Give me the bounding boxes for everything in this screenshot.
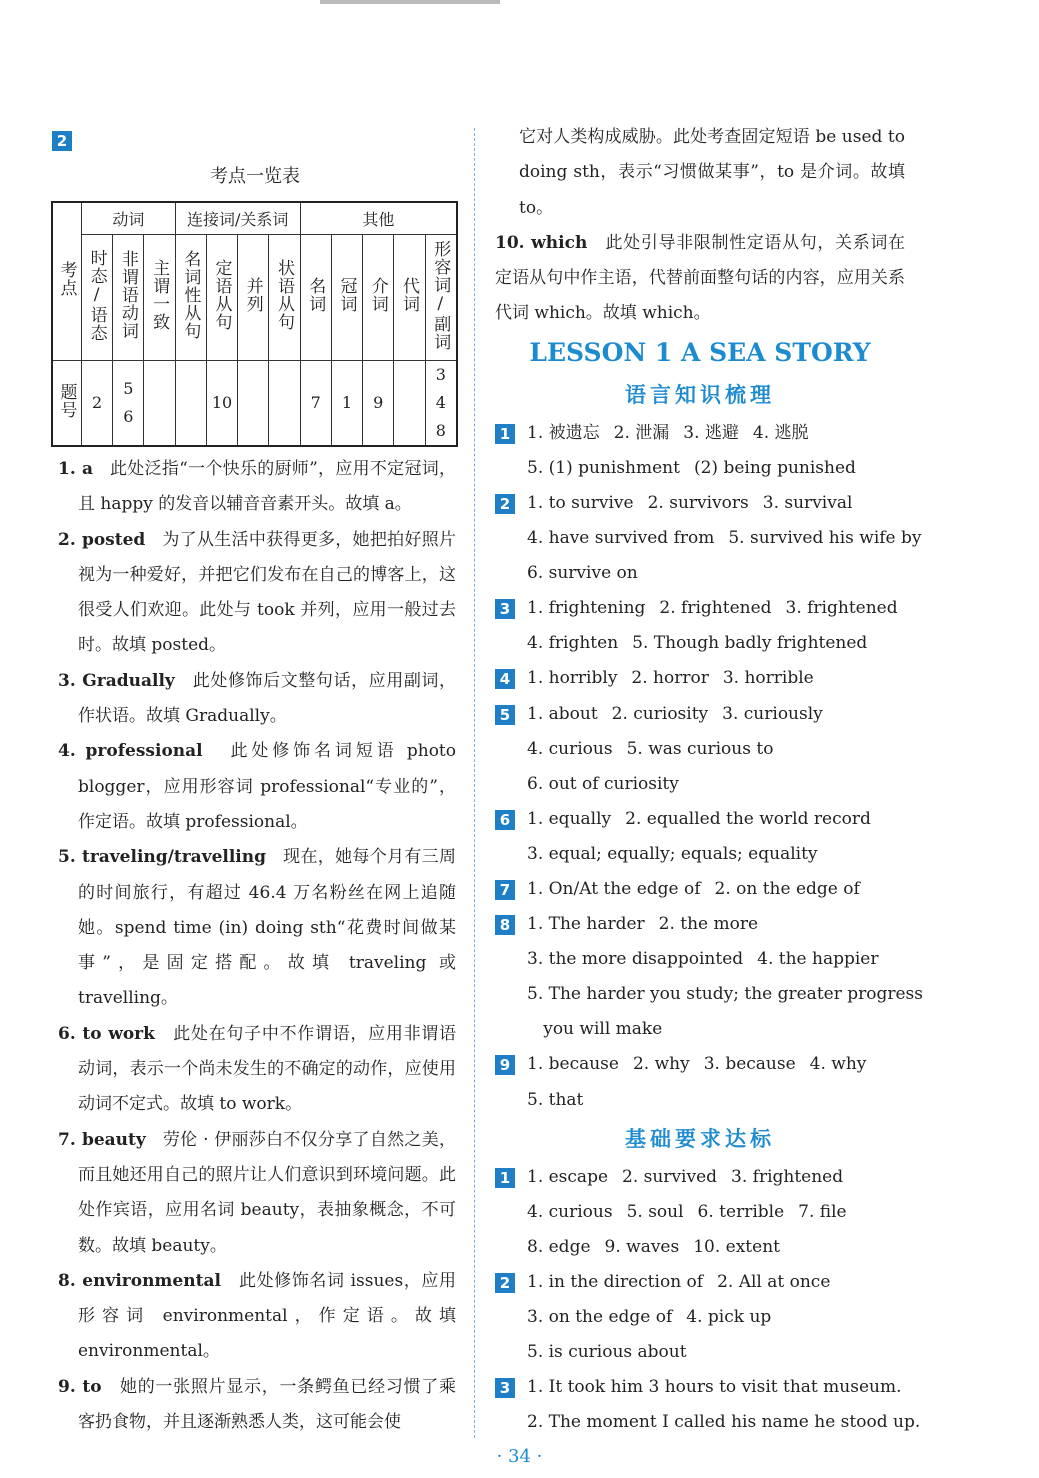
answer-text: 1. It took him 3 hours to visit that museum. xyxy=(527,1377,902,1398)
answer-text: 3. curiously xyxy=(722,703,823,724)
exercise-badge: 1 xyxy=(495,1168,515,1188)
answer-text: 4. frighten xyxy=(527,633,619,654)
answer-text: 5. is curious about xyxy=(527,1342,687,1363)
answer-text: 3. because xyxy=(703,1054,796,1075)
answer-text: 5. was curious to xyxy=(626,738,774,759)
section-heading-basic: 基础要求达标 xyxy=(625,1126,775,1151)
question-number-cell: 7 xyxy=(300,360,331,446)
answer-text: 10. extent xyxy=(693,1236,780,1257)
answer-text: 3. 逃避 xyxy=(683,422,739,443)
answer-text: 1. horribly xyxy=(527,668,618,689)
row-label-cell: 考点 xyxy=(52,202,82,360)
answer-text: 2. survivors xyxy=(647,492,749,513)
section-heading-knowledge: 语言知识梳理 xyxy=(625,382,775,407)
top-edge-bar xyxy=(320,0,500,4)
question-number-cell: 1 xyxy=(331,360,362,446)
answer-line xyxy=(495,837,905,872)
group-verbs: 动词 xyxy=(82,202,176,234)
answer-text: 2. curiosity xyxy=(611,703,709,724)
question-number-cell xyxy=(144,360,175,446)
answer-text: 6. out of curiosity xyxy=(527,773,679,794)
exercise-badge: 9 xyxy=(495,1055,515,1075)
answer-item: 4. professional 此处修饰名词短语 photo blogger，应用形容词 professional“专业的”，作定语。故填 professional。 xyxy=(58,741,457,832)
num-label-cell: 题号 xyxy=(52,360,82,446)
answer-text: (2) being punished xyxy=(693,457,856,478)
column-header: 时态/语态 xyxy=(82,234,113,360)
answer-text: 1. The harder xyxy=(527,914,645,935)
column-header: 名词 xyxy=(300,234,331,360)
answer-line xyxy=(495,1300,905,1335)
column-divider xyxy=(474,128,475,1438)
answer-text: 2. on the edge of xyxy=(714,879,860,899)
exercise-badge: 2 xyxy=(495,494,515,514)
answer-text: 1. to survive xyxy=(527,492,634,513)
section-badge: 2 xyxy=(52,131,72,151)
answer-line xyxy=(495,697,905,732)
key-points-table xyxy=(51,201,458,447)
answer-text: 5. soul xyxy=(626,1201,684,1222)
answer-line xyxy=(495,1047,905,1082)
answer-text: 3. the more disappointed xyxy=(527,949,744,970)
group-others: 其他 xyxy=(300,202,457,234)
question-number-cell: 3 4 8 xyxy=(425,360,457,446)
column-header: 冠词 xyxy=(331,234,362,360)
answer-line xyxy=(495,907,905,942)
column-header: 介词 xyxy=(363,234,394,360)
answer-item: 8. environmental 此处修饰名词 issues，应用形容词 environmental，作定语。故填 environmental。 xyxy=(58,1270,457,1362)
answer-text: 8. edge xyxy=(527,1236,591,1257)
answer-line xyxy=(495,872,905,907)
answer-text: 2. survived xyxy=(622,1166,718,1187)
answer-item: 2. posted 为了从生活中获得更多，她把拍好照片视为一种爱好，并把它们发布在自己的博客上，这很受人们欢迎。此处与 took 并列，应用一般过去时。故填 posted。 xyxy=(58,529,456,656)
exercise-badge: 3 xyxy=(495,599,515,619)
answer-text: 4. 逃脱 xyxy=(752,422,809,443)
exercise-badge: 4 xyxy=(495,669,515,689)
column-header: 主谓一致 xyxy=(144,234,175,360)
column-header: 并列 xyxy=(238,234,269,360)
answer-line xyxy=(495,732,905,767)
answer-text: 3. equal; equally; equals; equality xyxy=(527,843,818,864)
answer-item: 6. to work 此处在句子中不作谓语，应用非谓语动词，表示一个尚未发生的不确定的动作，应使用动词不定式。故填 to work。 xyxy=(58,1023,457,1115)
group-connectives: 连接词/关系词 xyxy=(175,202,300,234)
answer-text: 5. survived his wife by xyxy=(728,528,922,549)
answer-9-continued: 它对人类构成威胁。此处考查固定短语 be used to doing sth，表示“习惯做某事”，to 是介词。故填 to。 xyxy=(519,127,905,218)
question-number-cell: 2 xyxy=(82,360,113,446)
exercise-badge: 7 xyxy=(495,880,515,900)
answer-line xyxy=(495,942,905,977)
answer-text: 6. survive on xyxy=(527,563,638,584)
answer-text: 1. because xyxy=(527,1054,619,1075)
answer-text: 4. curious xyxy=(527,1201,613,1222)
exercise-badge: 3 xyxy=(495,1378,515,1398)
answer-text: 3. horrible xyxy=(722,668,814,689)
question-number-cell: 9 xyxy=(363,360,394,446)
answer-text: 5. The harder you study; the greater progress xyxy=(527,984,924,1005)
answer-text: you will make xyxy=(527,1019,663,1040)
answer-text: 1. about xyxy=(527,703,598,724)
answer-line xyxy=(495,521,922,556)
answer-text: 4. pick up xyxy=(686,1307,772,1328)
exercise-badge: 1 xyxy=(495,424,515,444)
answer-text: 3. frightened xyxy=(731,1166,844,1187)
answer-line xyxy=(495,1405,921,1440)
exercise-badge: 6 xyxy=(495,810,515,830)
column-header: 名词性从句 xyxy=(175,234,206,360)
answer-line xyxy=(495,1335,905,1370)
column-header: 定语从句 xyxy=(206,234,237,360)
answer-line xyxy=(495,626,905,661)
answer-text: 2. the more xyxy=(658,914,759,935)
answer-text: 7. file xyxy=(798,1201,847,1222)
lesson-title: LESSON 1 A SEA STORY xyxy=(529,337,871,367)
answer-text: 2. horror xyxy=(631,668,709,689)
answer-text: 2. The moment I called his name he stood up. xyxy=(527,1412,921,1433)
answer-text: 2. equalled the world record xyxy=(625,808,871,829)
answer-text: 1. On/At the edge of xyxy=(527,879,701,899)
question-number-cell xyxy=(394,360,425,446)
answer-line xyxy=(495,1012,905,1047)
answer-text: 1. 被遗忘 xyxy=(527,422,600,443)
answer-text: 4. have survived from xyxy=(527,528,715,549)
answer-line xyxy=(495,416,905,451)
exercise-badge: 2 xyxy=(495,1273,515,1293)
answer-item: 7. beauty 劳伦 · 伊丽莎白不仅分享了自然之美，而且她还用自己的照片让人们意识到环境问题。此处作宾语，应用名词 beauty，表抽象概念，不可数。故填 beauty。 xyxy=(58,1129,456,1256)
answer-text: 9. waves xyxy=(604,1236,680,1257)
answer-text: 4. the happier xyxy=(757,949,879,970)
answer-text: 4. curious xyxy=(527,738,613,759)
answer-text: 2. frightened xyxy=(659,598,772,619)
answer-line xyxy=(495,1230,905,1265)
question-number-cell xyxy=(269,360,300,446)
answer-10: 10. which 此处引导非限制性定语从句，关系词在定语从句中作主语，代替前面整句话的内容，应用关系代词 which。故填 which。 xyxy=(495,232,906,324)
answer-text: 1. equally xyxy=(527,808,612,829)
answer-text: 5. (1) punishment xyxy=(527,457,680,478)
page-number: · 34 · xyxy=(496,1446,543,1467)
column-header: 代词 xyxy=(394,234,425,360)
answer-text: 1. escape xyxy=(527,1166,609,1187)
answer-line xyxy=(495,556,905,591)
answer-text: 4. why xyxy=(809,1054,867,1075)
answer-text: 5. Though badly frightened xyxy=(632,633,868,654)
answer-line xyxy=(495,1160,905,1195)
answer-line xyxy=(495,977,924,1012)
answer-text: 1. in the direction of xyxy=(527,1271,704,1292)
answer-line xyxy=(495,802,905,837)
knowledge-answers xyxy=(495,416,924,1118)
answer-line xyxy=(495,1265,905,1300)
answer-text: 2. 泄漏 xyxy=(613,422,670,443)
answer-line xyxy=(495,451,905,486)
answer-text: 3. frightened xyxy=(785,598,898,619)
answer-text: 2. All at once xyxy=(717,1271,831,1292)
answer-line xyxy=(495,767,905,802)
answer-line xyxy=(495,486,905,521)
exercise-badge: 8 xyxy=(495,915,515,935)
answer-item: 1. a 此处泛指“一个快乐的厨师”，应用不定冠词，且 happy 的发音以辅音音素开头。故填 a。 xyxy=(58,459,456,515)
question-number-cell: 10 xyxy=(206,360,237,446)
column-header: 状语从句 xyxy=(269,234,300,360)
answer-line xyxy=(495,1195,905,1230)
answer-item: 5. traveling/travelling 现在，她每个月有三周的时间旅行，有超过 46.4 万名粉丝在网上追随她。spend time (in) doing sth“花费时间做某事”，是固定搭配。故填 traveling 或 travelling。 xyxy=(58,847,456,1009)
answer-line xyxy=(495,1370,905,1405)
column-header: 非谓语动词 xyxy=(113,234,144,360)
answer-text: 2. why xyxy=(632,1054,690,1075)
right-column xyxy=(495,120,924,1440)
exercise-badge: 5 xyxy=(495,705,515,725)
question-number-cell xyxy=(238,360,269,446)
left-answers xyxy=(58,452,456,1440)
answer-text: 1. frightening xyxy=(527,598,646,619)
table-title: 考点一览表 xyxy=(210,166,300,187)
basic-answers xyxy=(495,1160,921,1441)
answer-text: 5. that xyxy=(527,1089,584,1110)
answer-item: 3. Gradually 此处修饰后文整句话，应用副词，作状语。故填 Gradually。 xyxy=(58,670,457,727)
answer-text: 6. terrible xyxy=(697,1201,785,1222)
question-number-cell xyxy=(175,360,206,446)
answer-line xyxy=(495,591,905,626)
answer-item: 9. to 她的一张照片显示，一条鳄鱼已经习惯了乘客扔食物，并且逐渐熟悉人类，这可能会使 xyxy=(58,1376,457,1433)
answer-text: 3. survival xyxy=(762,492,853,513)
question-number-cell: 5 6 xyxy=(113,360,144,446)
answer-text: 3. on the edge of xyxy=(527,1307,673,1328)
answer-line xyxy=(495,661,905,696)
answer-line xyxy=(495,1083,905,1118)
column-header: 形容词/副词 xyxy=(425,234,457,360)
